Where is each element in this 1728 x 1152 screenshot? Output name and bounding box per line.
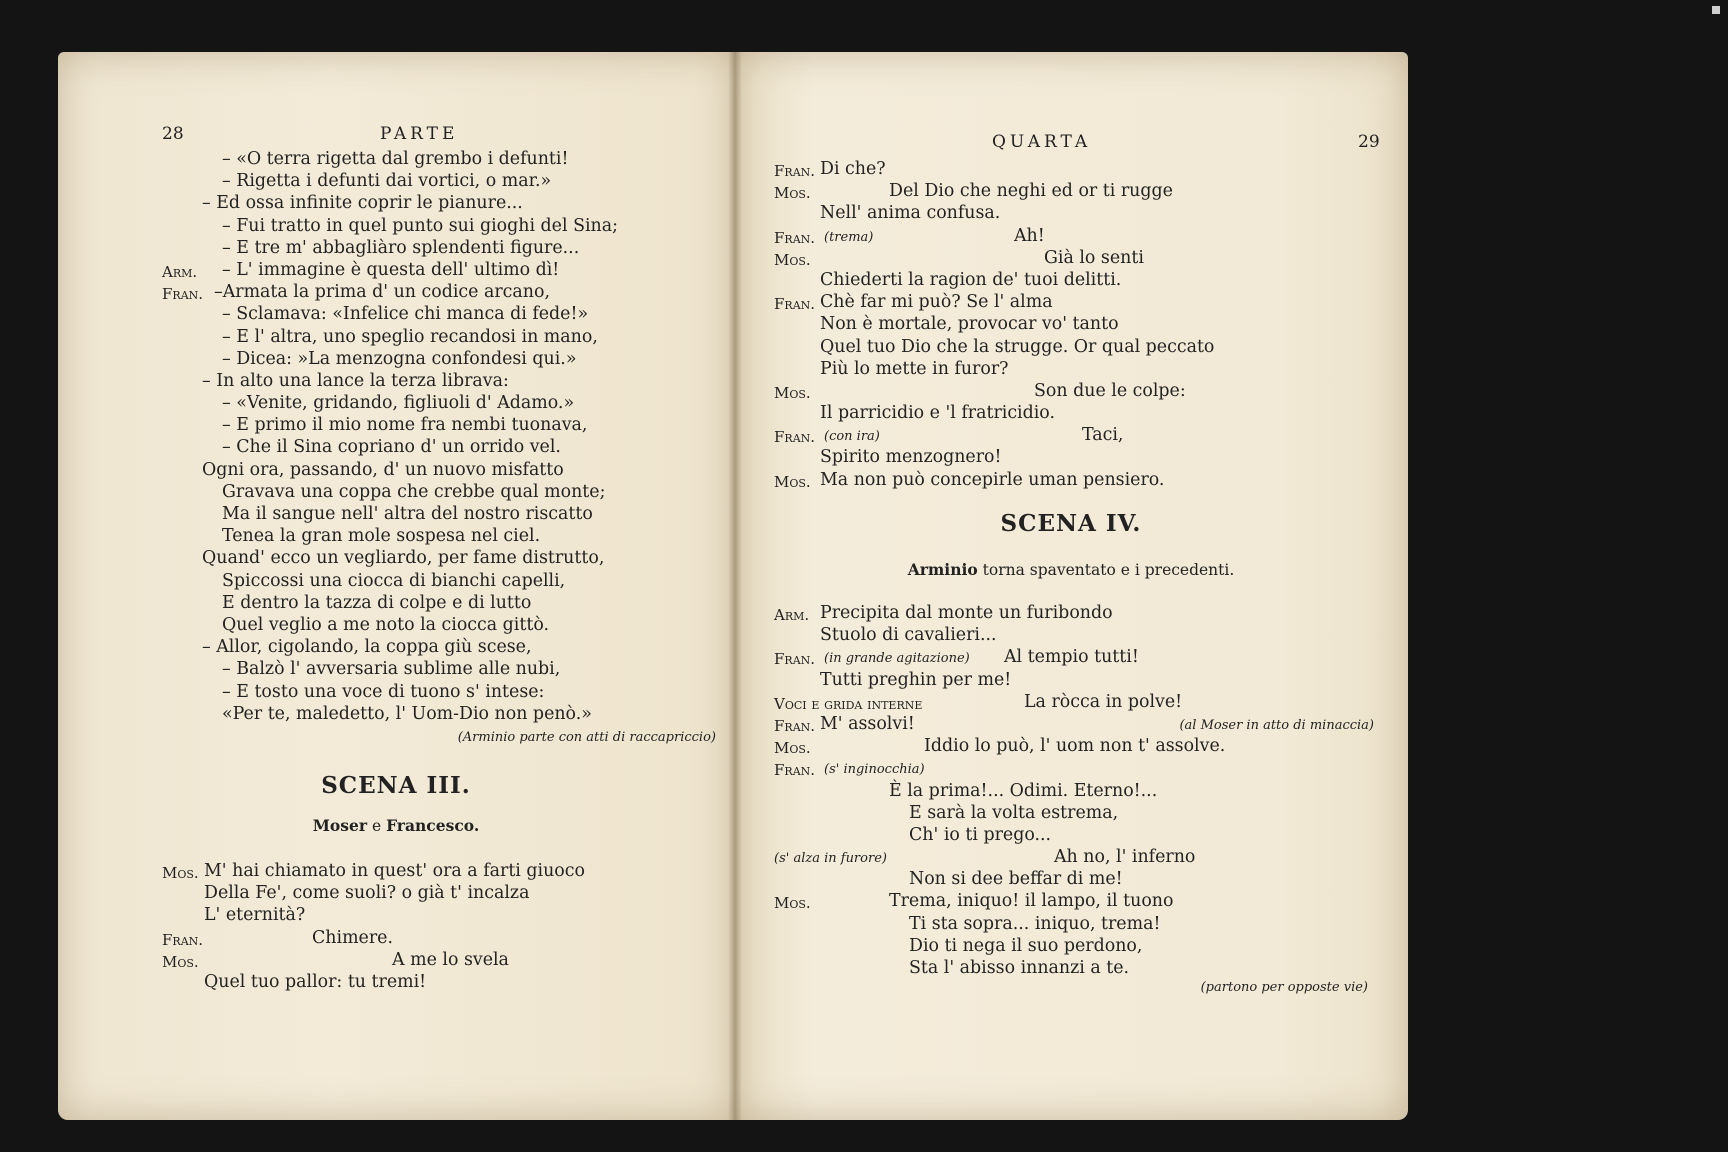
speaker-label: Mos. bbox=[774, 383, 811, 402]
text-line bbox=[162, 348, 722, 370]
line-text: E dentro la tazza di colpe e di lutto bbox=[222, 592, 532, 613]
dialogue-block bbox=[774, 158, 1394, 491]
line-text: Spiccossi una ciocca di bianchi capelli, bbox=[222, 570, 566, 591]
cast-conjunction: e bbox=[371, 817, 382, 835]
line-text: Tutti preghin per me! bbox=[820, 669, 1012, 690]
stage-direction: (con ira) bbox=[824, 429, 880, 445]
line-text: Precipita dal monte un furibondo bbox=[820, 603, 1113, 623]
text-line bbox=[162, 547, 722, 569]
scene-title: SCENA IV. bbox=[1000, 510, 1142, 537]
line-text: Di che? bbox=[820, 159, 886, 179]
text-line bbox=[774, 780, 1394, 802]
text-line bbox=[162, 303, 722, 325]
line-text: Taci, bbox=[1082, 425, 1124, 446]
line-text: Ch' io ti prego... bbox=[909, 824, 1052, 845]
line-text: M' hai chiamato in quest' ora a farti giuoco bbox=[204, 861, 585, 881]
text-line bbox=[774, 957, 1394, 979]
text-line bbox=[162, 503, 722, 525]
line-text: – Fui tratto in quel punto sui gioghi del Sina; bbox=[222, 215, 618, 236]
speaker-label: Mos. bbox=[774, 739, 811, 758]
line-text: Ma non può concepirle uman pensiero. bbox=[820, 469, 1165, 490]
line-text: Già lo senti bbox=[1044, 247, 1144, 268]
text-line bbox=[162, 436, 722, 458]
line-text: Ah no, l' inferno bbox=[1054, 847, 1196, 868]
text-line bbox=[774, 624, 1394, 646]
running-head: QUARTA bbox=[992, 132, 1092, 152]
line-text: Non è mortale, provocar vo' tanto bbox=[820, 314, 1119, 335]
text-line bbox=[162, 326, 722, 348]
line-text: – «O terra rigetta dal grembo i defunti! bbox=[222, 149, 569, 169]
scene-cast bbox=[734, 560, 1408, 579]
text-line bbox=[774, 158, 1394, 180]
text-line bbox=[774, 602, 1394, 624]
line-text: Stuolo di cavalieri... bbox=[820, 625, 997, 646]
text-line bbox=[162, 570, 722, 592]
speaker-label: Mos. bbox=[774, 184, 811, 203]
line-text: – Che il Sina copriano d' un orrido vel. bbox=[222, 437, 561, 458]
line-text: – E l' altra, uno speglio recandosi in mano, bbox=[222, 326, 598, 347]
line-text: –Armata la prima d' un codice arcano, bbox=[214, 282, 550, 303]
scene-cast bbox=[58, 816, 734, 835]
text-line bbox=[162, 636, 722, 658]
text-line bbox=[774, 713, 1394, 735]
text-line bbox=[162, 281, 722, 303]
cast-name: Arminio bbox=[907, 560, 978, 579]
line-text: Al tempio tutti! bbox=[1004, 647, 1139, 668]
text-line bbox=[162, 614, 722, 636]
cast-description: torna spaventato e i precedenti. bbox=[982, 561, 1235, 579]
cast-name: Moser bbox=[312, 816, 368, 835]
line-text: Ah! bbox=[1014, 225, 1045, 246]
speaker-label: Fran. bbox=[774, 761, 816, 780]
text-line bbox=[774, 691, 1394, 713]
text-line bbox=[162, 927, 722, 949]
text-line bbox=[162, 971, 722, 993]
line-text: Ti sta sopra... iniquo, trema! bbox=[909, 913, 1161, 934]
text-line bbox=[162, 681, 722, 703]
line-text: – In alto una lance la terza librava: bbox=[202, 370, 509, 391]
line-text: Più lo mette in furor? bbox=[820, 358, 1009, 379]
stage-direction: (s' alza in furore) bbox=[774, 851, 887, 867]
text-line bbox=[774, 225, 1394, 247]
line-text: – «Venite, gridando, figliuoli d' Adamo.» bbox=[222, 393, 575, 414]
text-line bbox=[774, 380, 1394, 402]
line-text: Ma il sangue nell' altra del nostro riscatto bbox=[222, 504, 593, 524]
page-number: 29 bbox=[1358, 132, 1380, 152]
stage-direction: (Arminio parte con atti di raccapriccio) bbox=[457, 730, 716, 745]
speaker-label: Mos. bbox=[162, 864, 199, 882]
text-line bbox=[162, 170, 722, 192]
text-line bbox=[774, 890, 1394, 912]
line-text: Del Dio che neghi ed or ti rugge bbox=[889, 181, 1173, 202]
line-text: Quel tuo Dio che la strugge. Or qual peccato bbox=[820, 336, 1215, 357]
scan-corner-mark bbox=[1712, 6, 1720, 14]
stage-direction: (s' inginocchia) bbox=[824, 762, 925, 778]
line-text: Chimere. bbox=[312, 927, 393, 948]
line-text: Quand' ecco un vegliardo, per fame distrutto, bbox=[202, 548, 605, 569]
speaker-label: Fran. bbox=[774, 716, 816, 735]
text-line bbox=[774, 757, 1394, 779]
speaker-label: Mos. bbox=[162, 952, 199, 971]
stage-direction: (al Moser in atto di minaccia) bbox=[1179, 717, 1374, 733]
scene-title: SCENA III. bbox=[321, 772, 471, 799]
line-text: Nell' anima confusa. bbox=[820, 203, 1001, 224]
stage-direction: (partono per opposte vie) bbox=[1200, 980, 1368, 995]
text-line bbox=[162, 392, 722, 414]
line-text: Quel veglio a me noto la ciocca gittò. bbox=[222, 614, 550, 635]
text-line bbox=[774, 446, 1394, 468]
speaker-label: Fran. bbox=[774, 428, 816, 447]
speaker-label: Arm. bbox=[162, 262, 198, 281]
speaker-label: Fran. bbox=[774, 650, 816, 669]
speaker-label: Mos. bbox=[774, 472, 811, 491]
dialogue-block bbox=[774, 602, 1394, 979]
text-line bbox=[774, 935, 1394, 957]
cast-name: Francesco. bbox=[386, 816, 480, 835]
text-line bbox=[162, 192, 722, 214]
text-line bbox=[162, 949, 722, 971]
line-text: Ogni ora, passando, d' un nuovo misfatto bbox=[202, 459, 564, 480]
line-text: – E tre m' abbagliàro splendenti figure... bbox=[222, 237, 580, 258]
text-line bbox=[774, 913, 1394, 935]
line-text: – E tosto una voce di tuono s' intese: bbox=[222, 681, 545, 702]
text-line bbox=[162, 481, 722, 503]
line-text: Son due le colpe: bbox=[1034, 380, 1186, 401]
text-line bbox=[774, 424, 1394, 446]
text-line bbox=[162, 370, 722, 392]
line-text: Spirito menzognero! bbox=[820, 447, 1002, 468]
verse-block bbox=[162, 148, 722, 725]
speaker-label: Fran. bbox=[774, 295, 816, 314]
speaker-label: Arm. bbox=[774, 606, 810, 624]
line-text: A me lo svela bbox=[392, 949, 509, 970]
line-text: Quel tuo pallor: tu tremi! bbox=[204, 971, 427, 992]
line-text: Dio ti nega il suo perdono, bbox=[909, 935, 1143, 956]
speaker-label: Mos. bbox=[774, 894, 811, 913]
open-book bbox=[58, 52, 1408, 1120]
text-line bbox=[774, 868, 1394, 890]
line-text: «Per te, maledetto, l' Uom-Dio non penò.» bbox=[222, 703, 592, 724]
text-line bbox=[162, 525, 722, 547]
text-line bbox=[774, 336, 1394, 358]
text-line bbox=[162, 414, 722, 436]
text-line bbox=[162, 259, 722, 281]
line-text: – Dicea: »La menzogna confondesi qui.» bbox=[222, 348, 577, 369]
line-text: – Rigetta i defunti dai vortici, o mar.» bbox=[222, 171, 552, 192]
line-text: Iddio lo può, l' uom non t' assolve. bbox=[924, 736, 1226, 757]
speaker-label: Fran. bbox=[162, 930, 204, 949]
text-line bbox=[774, 180, 1394, 202]
text-line bbox=[162, 237, 722, 259]
line-text: – Allor, cigolando, la coppa giù scese, bbox=[202, 637, 532, 658]
text-line bbox=[774, 402, 1394, 424]
line-text: – E primo il mio nome fra nembi tuonava, bbox=[222, 415, 588, 436]
text-line bbox=[774, 646, 1394, 668]
line-text: Chè far mi può? Se l' alma bbox=[820, 292, 1053, 313]
line-text: È la prima!... Odimi. Eterno!... bbox=[889, 780, 1158, 801]
text-line bbox=[162, 882, 722, 904]
text-line bbox=[162, 703, 722, 725]
text-line bbox=[774, 824, 1394, 846]
text-line bbox=[774, 269, 1394, 291]
line-text: – Sclamava: «Infelice chi manca di fede!» bbox=[222, 304, 589, 325]
text-line bbox=[162, 215, 722, 237]
text-line bbox=[774, 846, 1394, 868]
text-line bbox=[774, 469, 1394, 491]
text-line bbox=[162, 904, 722, 926]
text-line bbox=[162, 592, 722, 614]
text-line bbox=[774, 802, 1394, 824]
line-text: Sta l' abisso innanzi a te. bbox=[909, 958, 1130, 978]
page-number: 28 bbox=[162, 124, 184, 144]
left-page bbox=[58, 52, 734, 1120]
line-text: M' assolvi! bbox=[820, 713, 915, 734]
speaker-label: Mos. bbox=[774, 250, 811, 269]
dialogue-block bbox=[162, 860, 722, 993]
line-text: La ròcca in polve! bbox=[1024, 691, 1183, 712]
line-text: Trema, iniquo! il lampo, il tuono bbox=[889, 891, 1174, 912]
text-line bbox=[774, 313, 1394, 335]
text-line bbox=[162, 860, 722, 882]
line-text: Gravava una coppa che crebbe qual monte; bbox=[222, 481, 606, 502]
text-line bbox=[774, 291, 1394, 313]
stage-direction: (in grande agitazione) bbox=[824, 651, 970, 667]
running-head: PARTE bbox=[380, 124, 459, 144]
line-text: Tenea la gran mole sospesa nel ciel. bbox=[222, 526, 541, 547]
right-page bbox=[734, 52, 1408, 1120]
speaker-label: Voci e grida interne bbox=[774, 694, 923, 713]
text-line bbox=[774, 247, 1394, 269]
text-line bbox=[774, 669, 1394, 691]
speaker-label: Fran. bbox=[774, 228, 816, 247]
text-line bbox=[162, 459, 722, 481]
text-line bbox=[774, 202, 1394, 224]
line-text: Chiederti la ragion de' tuoi delitti. bbox=[820, 269, 1122, 290]
book-gutter bbox=[728, 52, 742, 1120]
line-text: L' eternità? bbox=[204, 905, 306, 926]
line-text: E sarà la volta estrema, bbox=[909, 802, 1119, 823]
line-text: Non si dee beffar di me! bbox=[909, 869, 1123, 890]
speaker-label: Fran. bbox=[162, 285, 204, 304]
line-text: – Balzò l' avversaria sublime alle nubi, bbox=[222, 659, 561, 680]
text-line bbox=[774, 735, 1394, 757]
text-line bbox=[162, 658, 722, 680]
text-line bbox=[774, 358, 1394, 380]
line-text: – L' immagine è questa dell' ultimo dì! bbox=[222, 259, 560, 280]
line-text: Il parricidio e 'l fratricidio. bbox=[820, 403, 1056, 424]
text-line bbox=[162, 148, 722, 170]
stage-direction: (trema) bbox=[824, 229, 874, 245]
line-text: – Ed ossa infinite coprir le pianure... bbox=[202, 193, 523, 214]
line-text: Della Fe', come suoli? o già t' incalza bbox=[204, 883, 530, 904]
speaker-label: Fran. bbox=[774, 162, 816, 180]
